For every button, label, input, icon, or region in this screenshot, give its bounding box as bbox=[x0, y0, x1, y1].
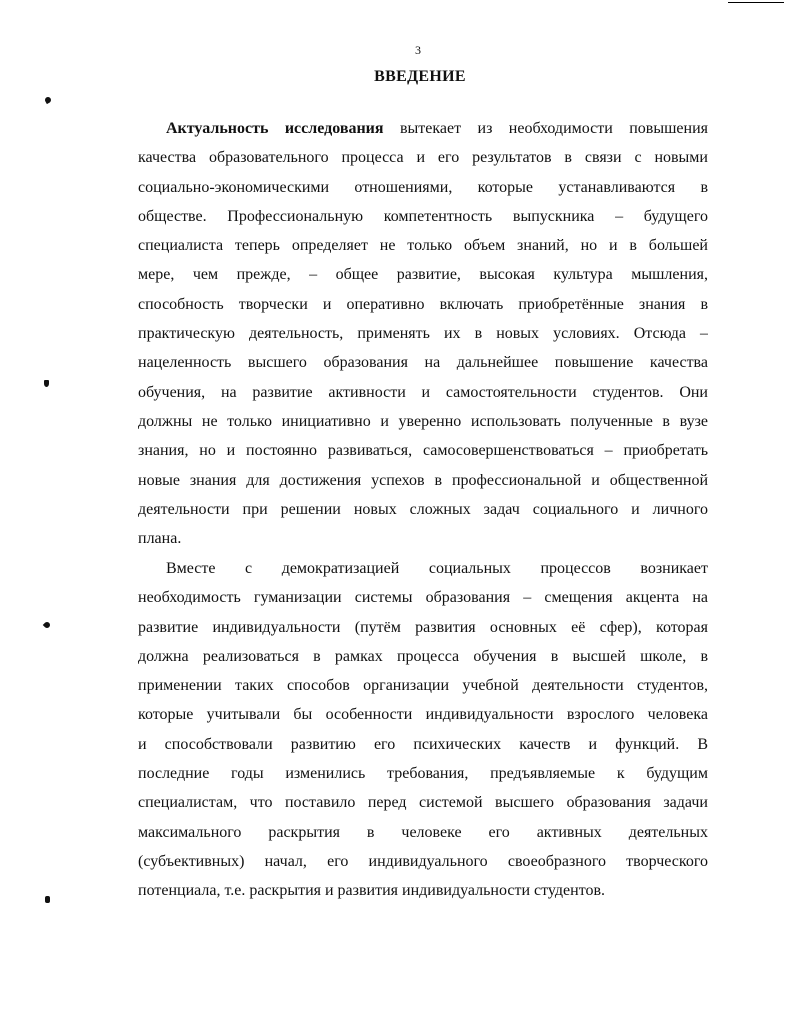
paragraph-line: деятельности при решении новых сложных задач социального и личного bbox=[138, 500, 708, 518]
scan-margin-mark bbox=[45, 896, 50, 903]
paragraph-line: социально-экономическими отношениями, которые устанавливаются в bbox=[138, 178, 708, 196]
scan-margin-mark bbox=[43, 621, 51, 629]
scan-margin-mark bbox=[44, 380, 49, 387]
paragraph-line: применении таких способов организации учебной деятельности студентов, bbox=[138, 677, 708, 695]
paragraph-line: должна реализоваться в рамках процесса обучения в высшей школе, в bbox=[138, 647, 708, 665]
paragraph-line: качества образовательного процесса и его результатов в связи с новыми bbox=[138, 149, 708, 167]
line-text: вытекает из необходимости повышения bbox=[383, 120, 708, 137]
paragraph-line: знания, но и постоянно развиваться, самосовершенствоваться – приобретать bbox=[138, 442, 708, 460]
paragraph-line: специалиста теперь определяет не только объем знаний, но и в большей bbox=[138, 237, 708, 255]
paragraph-line: и способствовали развитию его психических качеств и функций. В bbox=[138, 735, 708, 753]
paragraph-line: нацеленность высшего образования на дальнейшее повышение качества bbox=[138, 354, 708, 372]
paragraph-line: способность творчески и оперативно включать приобретённые знания в bbox=[138, 295, 708, 313]
paragraph-line: обществе. Профессиональную компетентность выпускника – будущего bbox=[138, 207, 708, 225]
paragraph-line: Вместе с демократизацией социальных процессов возникает bbox=[166, 560, 708, 577]
paragraph-line: специалистам, что поставило перед системой высшего образования задачи bbox=[138, 794, 708, 812]
paragraph-line: потенциала, т.е. раскрытия и развития индивидуальности студентов. bbox=[138, 882, 606, 900]
paragraph-line: максимального раскрытия в человеке его активных деятельных bbox=[138, 823, 708, 841]
paragraph-line: обучения, на развитие активности и самостоятельности студентов. Они bbox=[138, 383, 708, 401]
paragraph-humanization bbox=[138, 554, 708, 906]
paragraph-relevance bbox=[138, 114, 708, 553]
page-title: ВВЕДЕНИЕ bbox=[374, 68, 466, 85]
scan-margin-mark bbox=[44, 96, 52, 104]
paragraph-line bbox=[138, 114, 708, 143]
paragraph-line: развитие индивидуальности (путём развития основных её сфер), которая bbox=[138, 618, 708, 636]
lead-phrase: Актуальность исследования bbox=[166, 120, 384, 137]
page-number: 3 bbox=[415, 43, 421, 57]
paragraph-line: практическую деятельность, применять их в новых условиях. Отсюда – bbox=[138, 325, 708, 343]
paragraph-line: которые учитывали бы особенности индивидуальности взрослого человека bbox=[138, 706, 708, 724]
paragraph-line: мере, чем прежде, – общее развитие, высокая культура мышления, bbox=[138, 266, 708, 284]
paragraph-line: должны не только инициативно и уверенно использовать полученные в вузе bbox=[138, 412, 708, 430]
scan-edge-line bbox=[728, 2, 784, 3]
paragraph-line: (субъективных) начал, его индивидуального своеобразного творческого bbox=[138, 852, 708, 870]
paragraph-line: новые знания для достижения успехов в профессиональной и общественной bbox=[138, 471, 708, 489]
paragraph-line: последние годы изменились требования, предъявляемые к будущим bbox=[138, 765, 708, 783]
paragraph-line: необходимость гуманизации системы образования – смещения акцента на bbox=[138, 589, 708, 607]
paragraph-line: плана. bbox=[138, 530, 182, 548]
